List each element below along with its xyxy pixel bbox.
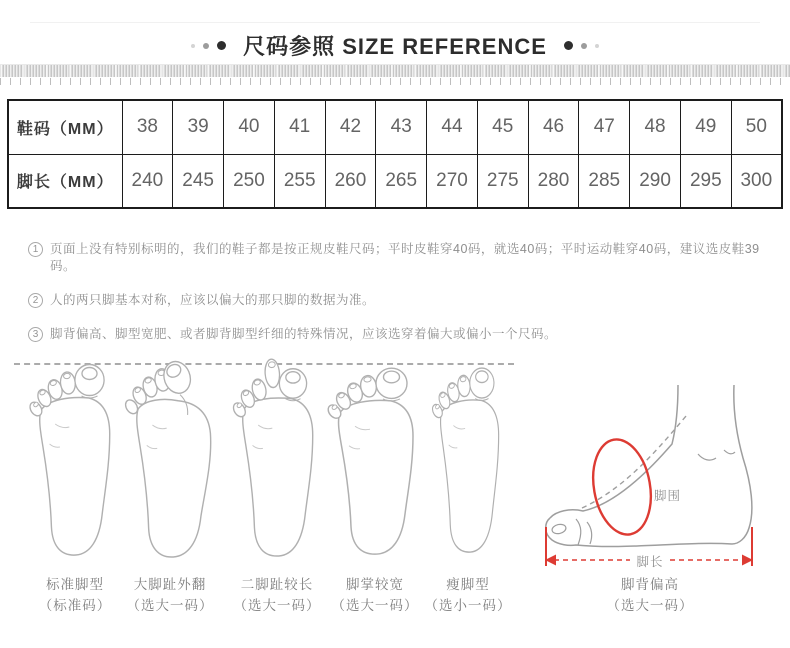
length-cell: 250 [224, 154, 275, 208]
size-cell: 48 [630, 100, 681, 154]
foot-type-label-high-instep [560, 574, 740, 616]
deco-dot [203, 43, 209, 49]
ruler-band [0, 64, 790, 77]
length-cell: 280 [528, 154, 579, 208]
foot-diagram-wide-icon [325, 356, 425, 556]
girth-label: 脚围 [654, 489, 682, 503]
length-label: 脚长 [636, 555, 664, 569]
foot-type-advice: （选大一码） [331, 598, 419, 613]
length-cell: 240 [122, 154, 173, 208]
note-number-badge: 2 [28, 293, 43, 308]
length-cell: 255 [274, 154, 325, 208]
deco-dot [217, 41, 226, 50]
foot-type-name: 大脚趾外翻 [133, 577, 207, 592]
note-number-badge: 1 [28, 242, 43, 257]
size-cell: 49 [680, 100, 731, 154]
size-cell: 41 [274, 100, 325, 154]
foot-type-label-valgus [115, 574, 225, 616]
note-text: 脚背偏高、脚型宽肥、或者脚背脚型纤细的特殊情况，应该选穿着偏大或偏小一个尺码。 [50, 327, 558, 341]
foot-type-advice: （选大一码） [233, 598, 321, 613]
foot-diagram-bigtoe-valgus-icon [123, 350, 218, 558]
size-cell: 40 [224, 100, 275, 154]
foot-type-name: 二脚趾较长 [240, 577, 314, 592]
size-cell: 46 [528, 100, 579, 154]
size-table [7, 99, 783, 209]
foot-type-name: 瘦脚型 [446, 577, 490, 592]
foot-type-advice: （选小一码） [424, 598, 512, 613]
row-header-shoe-size: 鞋码（MM） [8, 100, 122, 154]
note-text: 页面上没有特别标明的，我们的鞋子都是按正规皮鞋尺码；平时皮鞋穿40码，就选40码；平时运动鞋穿40码，建议选皮鞋39码。 [50, 242, 760, 273]
foot-diagram-narrow-icon [430, 356, 508, 554]
foot-type-label-long-second-toe [222, 574, 332, 616]
foot-type-label-narrow [413, 574, 523, 616]
length-cell: 295 [680, 154, 731, 208]
length-cell: 290 [630, 154, 681, 208]
page-title: 尺码参照 SIZE REFERENCE [243, 34, 547, 59]
deco-dot [564, 41, 573, 50]
length-cell: 245 [173, 154, 224, 208]
ruler-graphic [0, 64, 790, 85]
note-number-badge: 3 [28, 327, 43, 342]
length-cell: 300 [731, 154, 782, 208]
foot-diagram-long-second-toe-icon [230, 350, 324, 558]
size-cell: 44 [427, 100, 478, 154]
size-cell: 47 [579, 100, 630, 154]
row-header-foot-length: 脚长（MM） [8, 154, 122, 208]
size-cell: 43 [376, 100, 427, 154]
notes-list [28, 241, 768, 360]
length-cell: 275 [477, 154, 528, 208]
length-cell: 265 [376, 154, 427, 208]
foot-type-name: 脚背偏高 [621, 577, 679, 592]
ruler-ticks [0, 78, 790, 85]
size-cell: 38 [122, 100, 173, 154]
deco-dot [191, 44, 195, 48]
deco-dot [581, 43, 587, 49]
divider-line [30, 22, 760, 23]
foot-length-row [8, 154, 782, 208]
note-item [28, 292, 768, 309]
shoe-size-row [8, 100, 782, 154]
foot-type-name: 脚掌较宽 [346, 577, 404, 592]
size-cell: 45 [477, 100, 528, 154]
length-cell: 260 [325, 154, 376, 208]
size-cell: 39 [173, 100, 224, 154]
foot-type-advice: （选大一码） [126, 598, 214, 613]
size-cell: 50 [731, 100, 782, 154]
foot-diagram-standard-icon [27, 352, 121, 557]
length-cell: 270 [427, 154, 478, 208]
note-item [28, 241, 768, 275]
section-header [0, 30, 790, 61]
foot-type-name: 标准脚型 [46, 577, 104, 592]
foot-type-diagrams [0, 348, 790, 648]
length-cell: 285 [579, 154, 630, 208]
foot-type-advice: （标准码） [38, 598, 112, 613]
foot-side-view-diagram [536, 378, 764, 573]
size-cell: 42 [325, 100, 376, 154]
foot-type-label-standard [20, 574, 130, 616]
foot-type-advice: （选大一码） [606, 598, 694, 613]
deco-dot [595, 44, 599, 48]
note-item [28, 326, 768, 343]
note-text: 人的两只脚基本对称，应该以偏大的那只脚的数据为准。 [50, 293, 376, 307]
